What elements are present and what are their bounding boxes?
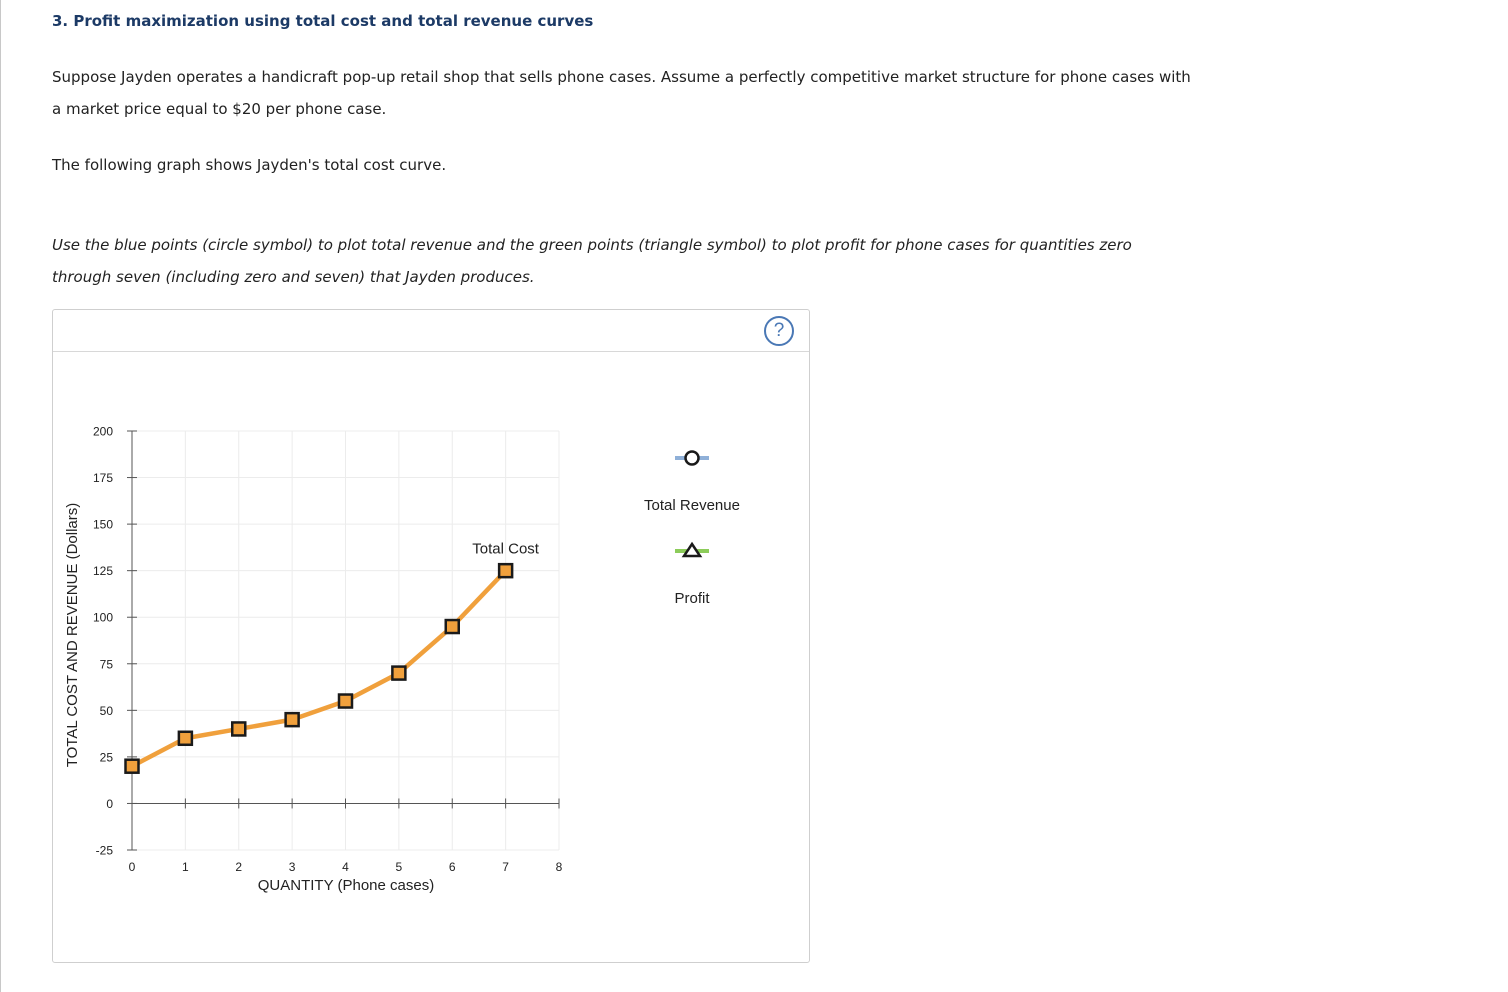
instruction-line-2: through seven (including zero and seven) that Jayden produces. xyxy=(52,268,535,286)
x-tick-label: 2 xyxy=(235,860,243,874)
y-tick-label: 175 xyxy=(92,471,113,486)
axis-layer xyxy=(93,425,563,875)
total-cost-point xyxy=(126,760,139,773)
total-cost-point xyxy=(499,564,512,577)
total-cost-point xyxy=(179,732,192,745)
legend-label-total-revenue: Total Revenue xyxy=(644,497,740,514)
series-layer xyxy=(126,541,540,773)
x-tick-label: 3 xyxy=(288,860,296,874)
y-axis-label: TOTAL COST AND REVENUE (Dollars) xyxy=(64,502,81,768)
y-tick-label: 100 xyxy=(92,610,113,625)
total-cost-point xyxy=(339,695,352,708)
x-tick-label: 4 xyxy=(342,860,349,874)
y-tick-label: 150 xyxy=(92,517,113,532)
y-tick-label: 25 xyxy=(99,750,113,765)
x-axis-label: QUANTITY (Phone cases) xyxy=(257,877,435,894)
total-cost-point xyxy=(232,722,245,735)
total-cost-point xyxy=(446,620,459,633)
page-title: 3. Profit maximization using total cost and total revenue curves xyxy=(52,12,594,30)
total-cost-point xyxy=(392,667,405,680)
legend-item-total-revenue[interactable] xyxy=(669,444,715,472)
total-cost-chart xyxy=(53,310,809,962)
left-border xyxy=(0,0,1,992)
x-tick-label: 6 xyxy=(448,860,456,874)
x-tick-label: 7 xyxy=(502,860,509,874)
graph-note: The following graph shows Jayden's total cost curve. xyxy=(52,156,447,174)
legend-item-profit[interactable] xyxy=(669,537,715,565)
help-icon: ? xyxy=(773,320,785,341)
x-tick-label: 8 xyxy=(555,860,563,874)
total-cost-series-label: Total Cost xyxy=(472,540,539,558)
instruction-line-1: Use the blue points (circle symbol) to plot total revenue and the green points (triangle symbol) to plot profit for phone cases for quantities zero xyxy=(52,236,1132,254)
intro-line-2: a market price equal to $20 per phone case. xyxy=(52,100,387,118)
profit-triangle-icon[interactable] xyxy=(669,537,715,565)
y-tick-label: 75 xyxy=(99,657,113,672)
x-tick-label: 1 xyxy=(182,860,189,874)
x-tick-label: 0 xyxy=(128,860,136,874)
y-tick-label: 200 xyxy=(92,424,113,439)
y-tick-label: 0 xyxy=(106,796,113,811)
y-tick-label: 50 xyxy=(99,703,113,718)
y-tick-label: -25 xyxy=(95,843,113,858)
graph-panel xyxy=(52,309,810,963)
total-cost-point xyxy=(286,713,299,726)
legend-label-profit: Profit xyxy=(674,590,710,607)
intro-line-1: Suppose Jayden operates a handicraft pop-up retail shop that sells phone cases. Assume a perfectly competitive market structure for phone cases with xyxy=(52,68,1191,86)
y-tick-label: 125 xyxy=(92,564,113,579)
total-revenue-circle-icon[interactable] xyxy=(669,444,715,472)
grid-layer xyxy=(132,431,559,850)
x-tick-label: 5 xyxy=(395,860,403,874)
